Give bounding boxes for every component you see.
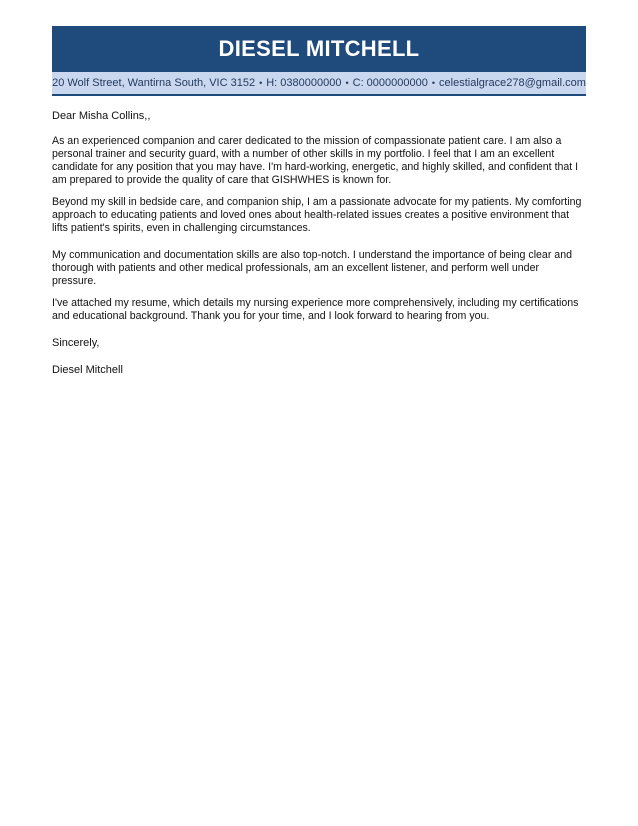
letter-paragraph: Beyond my skill in bedside care, and companion ship, I am a passionate advocate for my patients. My comforting approach to educating patients and loved ones about health-related issues creates a positive environment that lifts patient's spirits, even in challenging circumstances. (52, 196, 582, 234)
applicant-name: DIESEL MITCHELL (218, 36, 420, 61)
letter-body (52, 110, 586, 377)
bullet-separator: • (259, 78, 263, 88)
salutation: Dear Misha Collins,, (52, 110, 151, 122)
closing: Sincerely, (52, 337, 100, 349)
contact-cell-phone: C: 0000000000 (352, 77, 428, 89)
signature-name: Diesel Mitchell (52, 364, 123, 376)
contact-home-phone: H: 0380000000 (266, 77, 342, 89)
bullet-separator: • (345, 78, 349, 88)
letter-paragraph: I've attached my resume, which details my nursing experience more comprehensively, including my certifications and educational background. Thank you for your time, and I look forward to hearing from you. (52, 297, 579, 322)
header-divider (52, 94, 586, 96)
contact-email: celestialgrace278@gmail.com (439, 77, 586, 89)
contact-address: 20 Wolf Street, Wantirna South, VIC 3152 (52, 77, 256, 89)
contact-bar (52, 72, 586, 94)
name-header (52, 26, 586, 72)
letter-paragraph: My communication and documentation skills are also top-notch. I understand the importance of being clear and thorough with patients and other medical professionals, am an excellent listener, and perform well under pressure. (52, 249, 572, 287)
bullet-separator: • (431, 78, 436, 88)
letter-paragraph: As an experienced companion and carer dedicated to the mission of compassionate patient care. I am also a personal trainer and security guard, with a number of other skills in my portfolio. I feel that I am an excellent candidate for any position that you may have. I'm hard-working, energetic, and highly skilled, and confident that I am prepared to provide the quality of care that GISHWHES is known for. (52, 135, 579, 186)
